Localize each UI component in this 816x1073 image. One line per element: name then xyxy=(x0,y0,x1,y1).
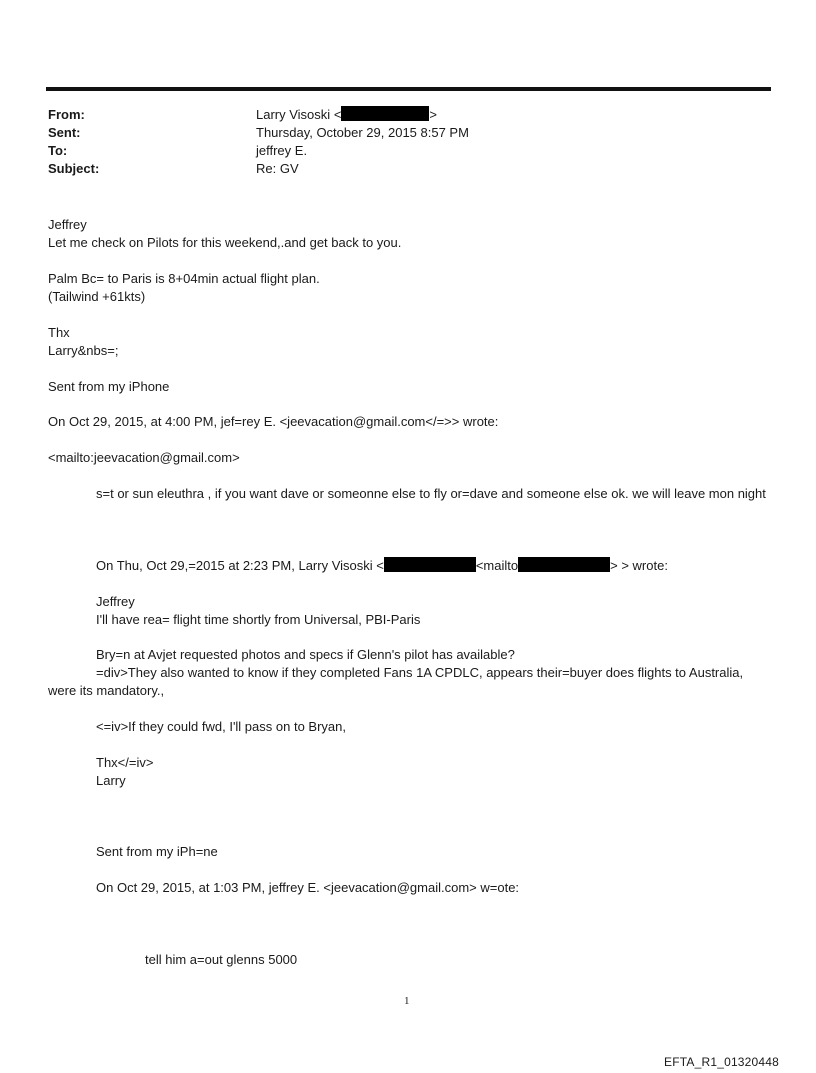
subject-value: Re: GV xyxy=(256,161,299,176)
from-open-bracket: < xyxy=(333,107,342,122)
body-paragraph: s=t or sun eleuthra , if you want dave or someonne else to fly or=dave and someone else ok. we will leave mon night xyxy=(96,486,766,501)
quote-line: tell him a=out glenns 5000 xyxy=(145,952,298,967)
quote-line: Sent from my iPh=ne xyxy=(96,844,218,859)
sent-value: Thursday, October 29, 2015 8:57 PM xyxy=(256,125,469,140)
body-line: Thx xyxy=(48,325,70,340)
redaction-box xyxy=(518,557,610,572)
redaction-box xyxy=(341,106,429,121)
quote-attribution xyxy=(96,557,668,575)
header-divider xyxy=(46,87,771,91)
quote-line: I'll have rea= flight time shortly from Universal, PBI-Paris xyxy=(96,612,421,627)
from-value xyxy=(256,106,437,124)
quote-paragraph: =div>They also wanted to know if they completed Fans 1A CPDLC, appears their=buyer does flights to Australia, were its mandatory., xyxy=(48,665,744,698)
quote-attribution: On Oct 29, 2015, at 1:03 PM, jeffrey E. <jeevacation@gmail.com> w=ote: xyxy=(96,880,520,895)
body-line: On Oct 29, 2015, at 4:00 PM, jef=rey E. <jeevacation@gmail.com</=>> wrote: xyxy=(48,414,499,429)
body-line: Larry&nbs=; xyxy=(48,343,119,358)
quote-mailto-text: <mailto xyxy=(475,558,519,573)
body-line: Let me check on Pilots for this weekend,.and get back to you. xyxy=(48,235,402,250)
subject-label: Subject: xyxy=(48,161,100,176)
quote-line: Thx</=iv> xyxy=(96,755,154,770)
quote-line: Bry=n at Avjet requested photos and specs if Glenn's pilot has available? xyxy=(96,647,515,662)
quote-line: Jeffrey xyxy=(96,594,135,609)
from-name: Larry Visoski xyxy=(256,107,331,122)
to-value: jeffrey E. xyxy=(256,143,308,158)
to-label: To: xyxy=(48,143,68,158)
from-close-bracket: > xyxy=(429,107,437,122)
quote-attribution-text: On Thu, Oct 29,=2015 at 2:23 PM, Larry Visoski < xyxy=(96,558,384,573)
page-number: 1 xyxy=(404,995,410,1007)
body-line: <mailto:jeevacation@gmail.com> xyxy=(48,450,240,465)
bates-number: EFTA_R1_01320448 xyxy=(664,1055,780,1069)
quote-line: Larry xyxy=(96,773,126,788)
body-line: Palm Bc= to Paris is 8+04min actual flight plan. xyxy=(48,271,320,286)
from-label: From: xyxy=(48,107,85,122)
quote-line: <=iv>If they could fwd, I'll pass on to Bryan, xyxy=(96,719,346,734)
sent-label: Sent: xyxy=(48,125,81,140)
body-line: Jeffrey xyxy=(48,217,87,232)
body-line: (Tailwind +61kts) xyxy=(48,289,146,304)
body-line: Sent from my iPhone xyxy=(48,379,170,394)
redaction-box xyxy=(384,557,476,572)
quote-wrote-text: > > wrote: xyxy=(610,558,668,573)
